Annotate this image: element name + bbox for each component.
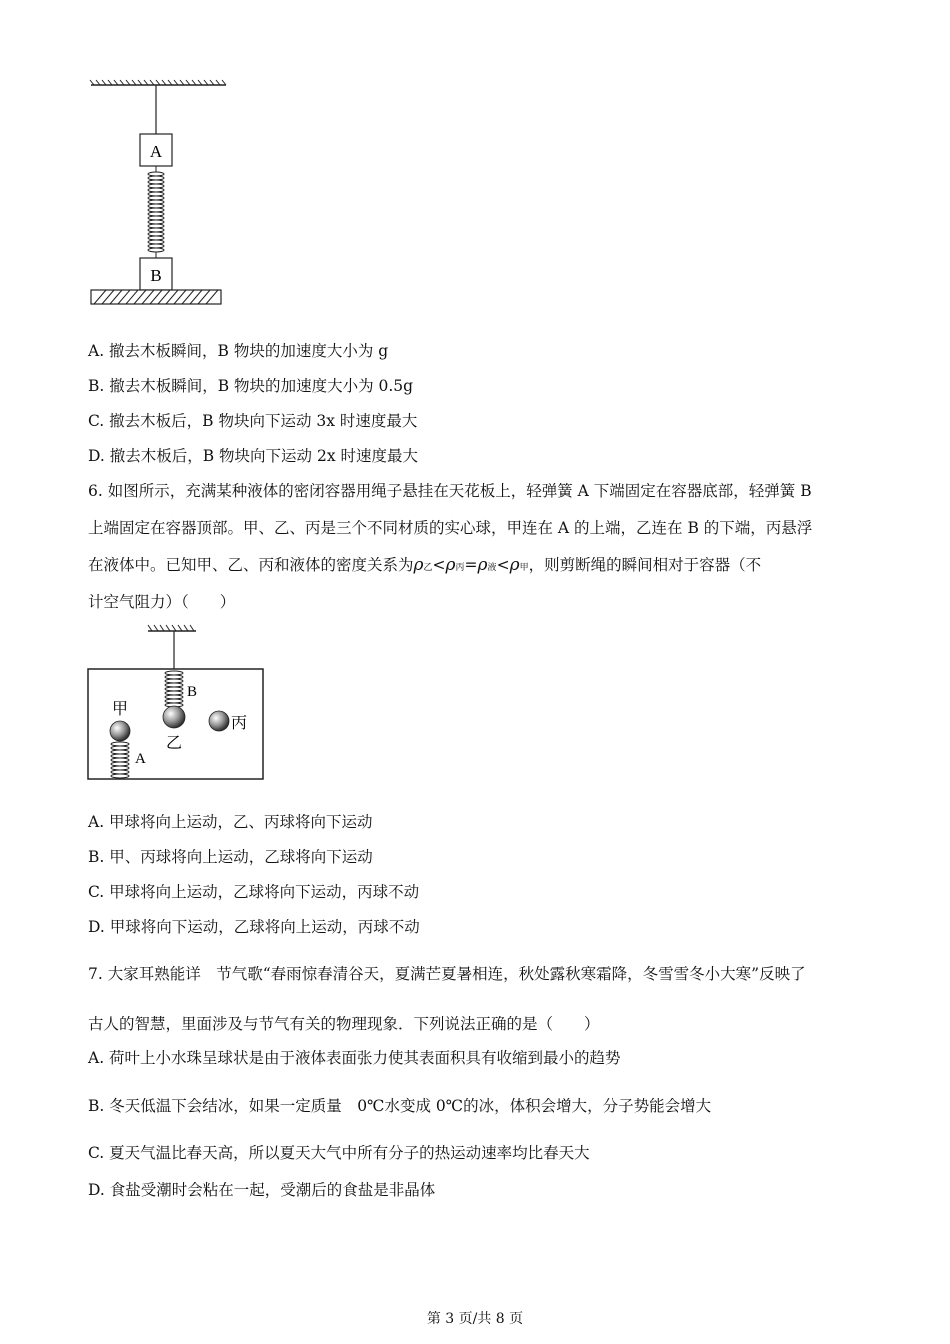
q7-option-b: B. 冬天低温下会结冰，如果一定质量 0℃水变成 0℃的冰，体积会增大，分子势能会增大 <box>88 1097 712 1115</box>
q6-stem-line4: 计空气阻力）（ ） <box>88 593 236 611</box>
q7-option-a: A. 荷叶上小水珠呈球状是由于液体表面张力使其表面积具有收缩到最小的趋势 <box>88 1049 621 1067</box>
spring-a-label: A <box>135 751 146 767</box>
q5-option-c: C. 撤去木板后，B 物块向下运动 3x 时速度最大 <box>88 412 418 430</box>
q6-option-a: A. 甲球将向上运动，乙、丙球将向下运动 <box>88 813 373 831</box>
q5-option-a: A. 撤去木板瞬间，B 物块的加速度大小为 g <box>88 342 389 360</box>
figure-spring-blocks <box>86 78 228 310</box>
q5-option-d: D. 撤去木板后，B 物块向下运动 2x 时速度最大 <box>88 447 419 465</box>
q6-stem-line3: 在液体中。已知甲、乙、丙和液体的密度关系为ρ乙<ρ丙=ρ液<ρ甲，则剪断绳的瞬间相对于容器（不 <box>88 555 762 575</box>
block-a-label: A <box>149 142 163 161</box>
ball-bing-label: 丙 <box>231 713 248 732</box>
page-footer: 第 3 页/共 8 页 <box>426 1311 524 1327</box>
q6-option-b: B. 甲、丙球将向上运动，乙球将向下运动 <box>88 848 373 866</box>
block-b-label: B <box>150 266 162 285</box>
q6-option-d: D. 甲球将向下运动，乙球将向上运动，丙球不动 <box>88 918 420 936</box>
q7-option-d: D. 食盐受潮时会粘在一起，受潮后的食盐是非晶体 <box>88 1181 436 1199</box>
ball-jia-label: 甲 <box>111 699 129 718</box>
q6-stem-line1: 6. 如图所示，充满某种液体的密闭容器用绳子悬挂在天花板上，轻弹簧 A 下端固定在容器底部，轻弹簧 B <box>88 482 812 500</box>
spring-b-label: B <box>187 684 198 700</box>
q7-stem-line1: 7. 大家耳熟能详 节气歌“春雨惊春清谷天，夏满芒夏暑相连，秋处露秋寒霜降，冬雪雪冬小大寒”反映了 <box>88 965 806 983</box>
q7-stem-line2: 古人的智慧，里面涉及与节气有关的物理现象．下列说法正确的是（ ） <box>88 1015 600 1033</box>
q5-option-b: B. 撤去木板瞬间，B 物块的加速度大小为 0.5g <box>88 377 414 395</box>
q6-option-c: C. 甲球将向上运动，乙球将向下运动，丙球不动 <box>88 883 420 901</box>
ball-yi-label: 乙 <box>165 733 183 752</box>
q7-option-c: C. 夏天气温比春天高，所以夏天大气中所有分子的热运动速率均比春天大 <box>88 1144 590 1162</box>
figure-container-balls <box>86 620 268 784</box>
q6-stem-line2: 上端固定在容器顶部。甲、乙、丙是三个不同材质的实心球，甲连在 A 的上端，乙连在 B 的下端，丙悬浮 <box>88 519 813 537</box>
